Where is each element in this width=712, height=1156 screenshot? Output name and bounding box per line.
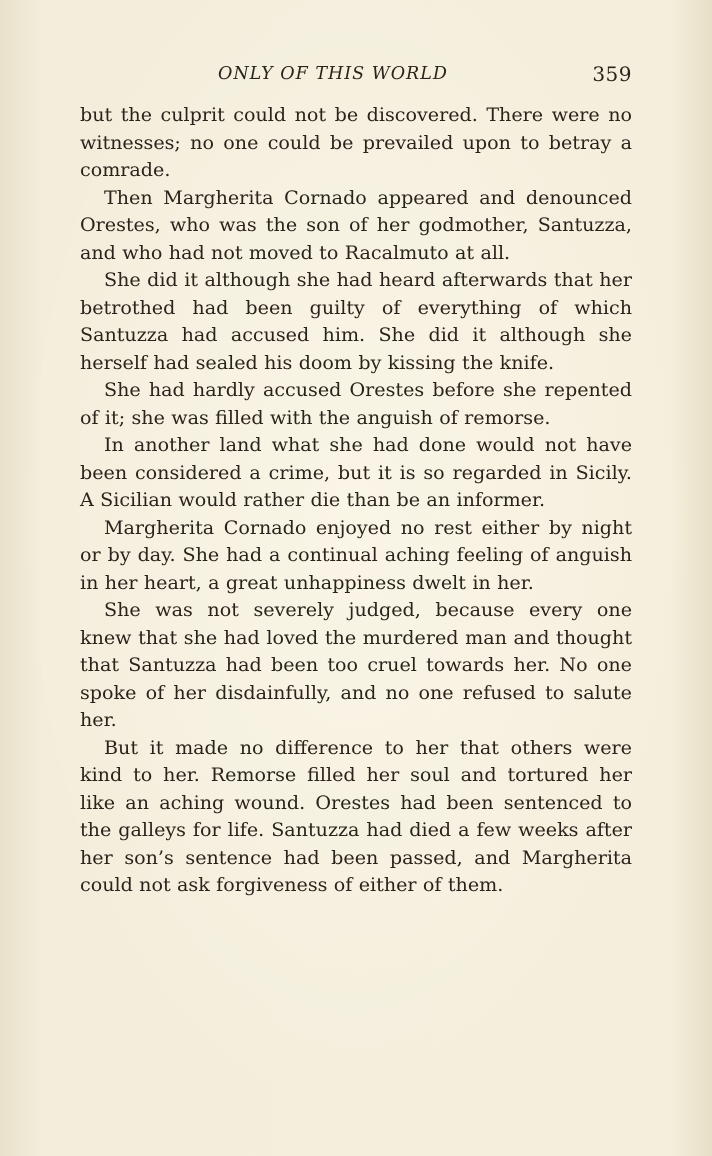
running-header <box>80 60 632 90</box>
body-text <box>80 101 632 899</box>
page-number: 359 <box>592 62 632 86</box>
paragraph-1: but the culprit could not be discovered. There were no witnesses; no one could be prevailed upon to betray a comrade. <box>80 103 632 181</box>
paragraph-5: In another land what she had done would not have been considered a crime, but it is so regarded in Sicily. A Sicilian would rather die than be an informer. <box>80 433 632 511</box>
paragraph-7: She was not severely judged, because every one knew that she had loved the murdered man and thought that Santuzza had been too cruel towards her. No one spoke of her disdainfully, and no one refused to salute her. <box>80 598 632 731</box>
paragraph-2: Then Margherita Cornado appeared and denounced Orestes, who was the son of her godmother, Santuzza, and who had not moved to Racalmuto at all. <box>80 185 632 264</box>
paragraph-4: She had hardly accused Orestes before she repented of it; she was filled with the anguish of remorse. <box>80 378 632 429</box>
paragraph-6: Margherita Cornado enjoyed no rest either by night or by day. She had a continual aching feeling of anguish in her heart, a great unhappiness dwelt in her. <box>80 515 632 594</box>
paragraph-8: But it made no difference to her that others were kind to her. Remorse filled her soul and tortured her like an aching wound. Orestes had been sentenced to the galleys for life. Santuzza had died a few weeks after her son’s sentence had been passed, and Margherita could not ask forgiveness of either of them. <box>80 735 632 896</box>
running-title: ONLY OF THIS WORLD <box>218 64 448 84</box>
paragraph-3: She did it although she had heard afterwards that her betrothed had been guilty of everything of which Santuzza had accused him. She did it although she herself had sealed his doom by kissing the knife. <box>80 268 632 374</box>
